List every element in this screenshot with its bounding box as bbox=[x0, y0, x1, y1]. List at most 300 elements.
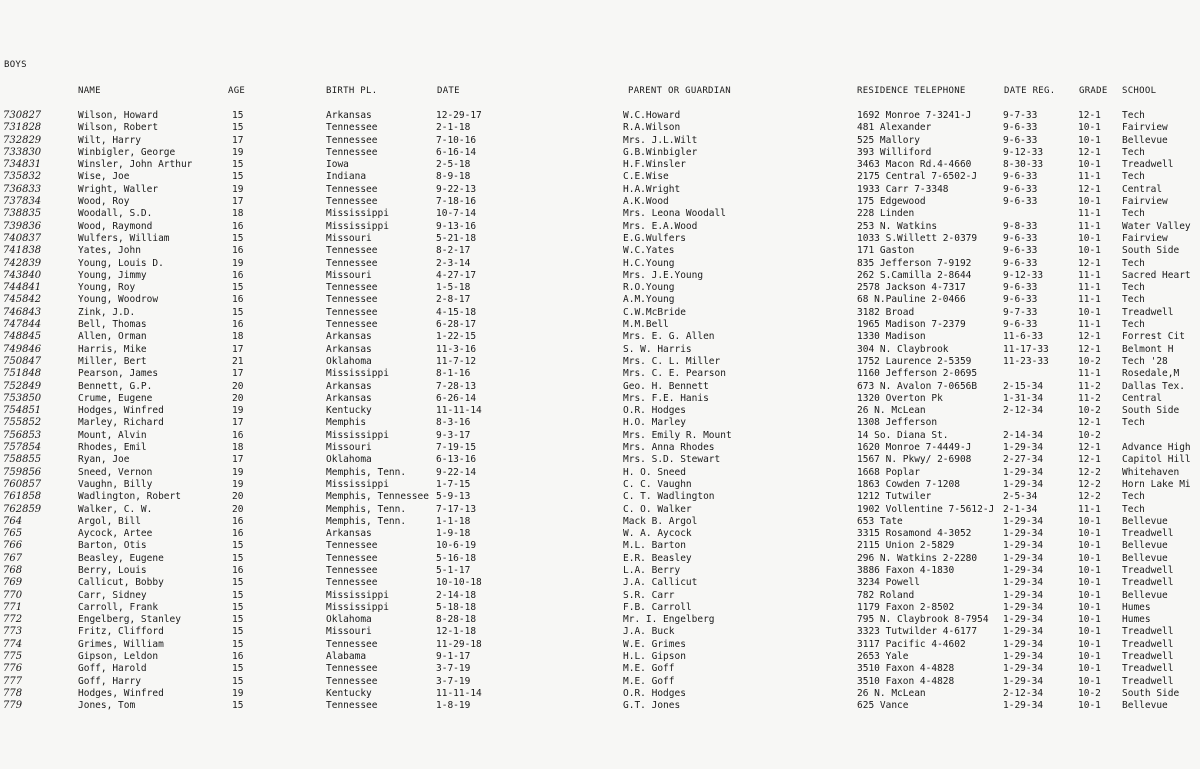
parent-guardian: S.R. Carr bbox=[623, 589, 675, 601]
student-age: 16 bbox=[232, 528, 244, 540]
parent-guardian: W.E. Grimes bbox=[623, 638, 686, 650]
parent-guardian: M.E. Goff bbox=[623, 675, 675, 687]
table-row bbox=[0, 393, 1200, 405]
birth-date: 2-1-18 bbox=[436, 122, 471, 134]
student-name: Winbigler, George bbox=[78, 146, 176, 158]
school: Treadwell bbox=[1122, 564, 1174, 576]
grade: 11-2 bbox=[1078, 380, 1101, 392]
school: Bellevue bbox=[1122, 515, 1168, 527]
student-name: Barton, Otis bbox=[78, 540, 147, 552]
student-age: 16 bbox=[232, 564, 244, 576]
school: Tech bbox=[1122, 208, 1145, 220]
record-id: 778 bbox=[3, 687, 23, 699]
student-age: 19 bbox=[232, 478, 244, 490]
table-row bbox=[0, 208, 1200, 220]
birth-place: Memphis, Tenn. bbox=[326, 515, 407, 527]
student-name: Miller, Bert bbox=[78, 355, 147, 367]
school: Treadwell bbox=[1122, 675, 1174, 687]
date-registered: 1-29-34 bbox=[1003, 540, 1044, 552]
parent-guardian: Mrs. F.E. Hanis bbox=[623, 392, 709, 404]
birth-place: Missouri bbox=[326, 269, 372, 281]
school: Tech bbox=[1122, 319, 1145, 331]
school: Treadwell bbox=[1122, 651, 1174, 663]
date-registered: 2-12-34 bbox=[1003, 687, 1044, 699]
parent-guardian: M.L. Barton bbox=[623, 540, 686, 552]
birth-date: 4-15-18 bbox=[436, 306, 477, 318]
residence-telephone: 3510 Faxon 4-4828 bbox=[857, 675, 955, 687]
school: Bellevue bbox=[1122, 134, 1168, 146]
birth-place: Tennessee bbox=[326, 183, 378, 195]
header-grade: GRADE bbox=[1079, 86, 1108, 96]
parent-guardian: C.E.Wise bbox=[623, 171, 669, 183]
table-row bbox=[0, 233, 1200, 245]
parent-guardian: C.W.McBride bbox=[623, 306, 686, 318]
birth-place: Tennessee bbox=[326, 134, 378, 146]
student-name: Young, Louis D. bbox=[78, 257, 164, 269]
record-id: 734831 bbox=[3, 159, 42, 171]
record-id: 739836 bbox=[3, 220, 42, 232]
birth-place: Tennessee bbox=[326, 577, 378, 589]
birth-place: Tennessee bbox=[326, 552, 378, 564]
birth-place: Arkansas bbox=[326, 528, 372, 540]
records-list bbox=[0, 110, 1200, 713]
birth-date: 7-18-16 bbox=[436, 196, 477, 208]
header-date: DATE bbox=[437, 86, 460, 96]
date-registered: 2-5-34 bbox=[1003, 491, 1038, 503]
table-row bbox=[0, 417, 1200, 429]
parent-guardian: G.T. Jones bbox=[623, 700, 681, 712]
student-age: 20 bbox=[232, 392, 244, 404]
student-name: Walker, C. W. bbox=[78, 503, 153, 515]
parent-guardian: W.C.Howard bbox=[623, 110, 681, 121]
date-registered: 9-12-33 bbox=[1003, 146, 1044, 158]
student-name: Goff, Harold bbox=[78, 663, 147, 675]
parent-guardian: C. O. Walker bbox=[623, 503, 692, 515]
student-name: Engelberg, Stanley bbox=[78, 614, 181, 626]
parent-guardian: J.A. Callicut bbox=[623, 577, 698, 589]
grade: 11-1 bbox=[1078, 208, 1101, 220]
school: Central bbox=[1122, 392, 1163, 404]
birth-date: 3-7-19 bbox=[436, 663, 471, 675]
school: Tech bbox=[1122, 282, 1145, 294]
student-name: Jones, Tom bbox=[78, 700, 136, 712]
residence-telephone: 1933 Carr 7-3348 bbox=[857, 183, 949, 195]
student-age: 16 bbox=[232, 294, 244, 306]
birth-place: Missouri bbox=[326, 626, 372, 638]
record-id: 768 bbox=[3, 564, 23, 576]
record-id: 753850 bbox=[3, 392, 42, 404]
grade: 12-2 bbox=[1078, 491, 1101, 503]
date-registered: 9-6-33 bbox=[1003, 257, 1038, 269]
date-registered: 1-29-34 bbox=[1003, 675, 1044, 687]
residence-telephone: 1212 Tutwiler bbox=[857, 491, 932, 503]
student-name: Bell, Thomas bbox=[78, 319, 147, 331]
record-id: 773 bbox=[3, 626, 23, 638]
parent-guardian: Mrs. E. G. Allen bbox=[623, 331, 715, 343]
school: Humes bbox=[1122, 614, 1151, 626]
grade: 10-2 bbox=[1078, 405, 1101, 417]
student-name: Hodges, Winfred bbox=[78, 687, 164, 699]
parent-guardian: H.A.Wright bbox=[623, 183, 681, 195]
date-registered: 1-29-34 bbox=[1003, 552, 1044, 564]
residence-telephone: 1320 Overton Pk bbox=[857, 392, 943, 404]
table-row bbox=[0, 442, 1200, 454]
date-registered: 1-29-34 bbox=[1003, 515, 1044, 527]
residence-telephone: 296 N. Watkins 2-2280 bbox=[857, 552, 978, 564]
header-name: NAME bbox=[78, 86, 101, 96]
date-registered: 9-6-33 bbox=[1003, 282, 1038, 294]
date-registered: 11-6-33 bbox=[1003, 331, 1044, 343]
grade: 10-1 bbox=[1078, 614, 1101, 626]
grade: 10-1 bbox=[1078, 159, 1101, 171]
residence-telephone: 795 N. Claybrook 8-7954 bbox=[857, 614, 989, 626]
birth-place: Kentucky bbox=[326, 405, 372, 417]
birth-date: 9-13-16 bbox=[436, 220, 477, 232]
birth-place: Iowa bbox=[326, 159, 349, 171]
school: Tech bbox=[1122, 146, 1145, 158]
birth-date: 1-7-15 bbox=[436, 478, 471, 490]
student-age: 17 bbox=[232, 343, 244, 355]
date-registered: 1-29-34 bbox=[1003, 700, 1044, 712]
school: Tech bbox=[1122, 503, 1145, 515]
record-id: 744841 bbox=[3, 282, 42, 294]
birth-date: 4-27-17 bbox=[436, 269, 477, 281]
birth-date: 1-5-18 bbox=[436, 282, 471, 294]
table-row bbox=[0, 430, 1200, 442]
parent-guardian: H.F.Winsler bbox=[623, 159, 686, 171]
birth-place: Kentucky bbox=[326, 687, 372, 699]
student-name: Fritz, Clifford bbox=[78, 626, 164, 638]
student-name: Goff, Harry bbox=[78, 675, 141, 687]
date-registered: 11-17-33 bbox=[1003, 343, 1049, 355]
record-id: 749846 bbox=[3, 343, 42, 355]
student-age: 21 bbox=[232, 355, 244, 367]
school: Tech bbox=[1122, 294, 1145, 306]
record-id: 730827 bbox=[3, 110, 42, 121]
residence-telephone: 2578 Jackson 4-7317 bbox=[857, 282, 966, 294]
date-registered: 1-29-34 bbox=[1003, 466, 1044, 478]
table-row bbox=[0, 368, 1200, 380]
student-age: 16 bbox=[232, 220, 244, 232]
student-name: Wood, Raymond bbox=[78, 220, 153, 232]
table-row bbox=[0, 331, 1200, 343]
record-id: 767 bbox=[3, 552, 23, 564]
table-row bbox=[0, 171, 1200, 183]
school: Treadwell bbox=[1122, 528, 1174, 540]
grade: 12-1 bbox=[1078, 331, 1101, 343]
birth-date: 7-28-13 bbox=[436, 380, 477, 392]
birth-date: 11-7-12 bbox=[436, 355, 477, 367]
residence-telephone: 481 Alexander bbox=[857, 122, 932, 134]
school: Forrest Cit bbox=[1122, 331, 1185, 343]
birth-date: 11-11-14 bbox=[436, 687, 482, 699]
birth-place: Tennessee bbox=[326, 663, 378, 675]
birth-date: 1-9-18 bbox=[436, 528, 471, 540]
grade: 10-1 bbox=[1078, 663, 1101, 675]
school: Fairview bbox=[1122, 196, 1168, 208]
record-id: 776 bbox=[3, 663, 23, 675]
birth-date: 11-29-18 bbox=[436, 638, 482, 650]
table-row bbox=[0, 245, 1200, 257]
student-age: 15 bbox=[232, 675, 244, 687]
residence-telephone: 1752 Laurence 2-5359 bbox=[857, 355, 972, 367]
residence-telephone: 1160 Jefferson 2-0695 bbox=[857, 368, 978, 380]
grade: 10-1 bbox=[1078, 306, 1101, 318]
student-age: 20 bbox=[232, 491, 244, 503]
grade: 10-1 bbox=[1078, 626, 1101, 638]
parent-guardian: G.B.Winbigler bbox=[623, 146, 698, 158]
birth-date: 6-13-16 bbox=[436, 454, 477, 466]
residence-telephone: 835 Jefferson 7-9192 bbox=[857, 257, 972, 269]
residence-telephone: 304 N. Claybrook bbox=[857, 343, 949, 355]
student-age: 15 bbox=[232, 614, 244, 626]
parent-guardian: H. O. Sneed bbox=[623, 466, 686, 478]
date-registered: 2-15-34 bbox=[1003, 380, 1044, 392]
record-id: 732829 bbox=[3, 134, 42, 146]
record-id: 759856 bbox=[3, 466, 42, 478]
table-row bbox=[0, 454, 1200, 466]
date-registered: 2-27-34 bbox=[1003, 454, 1044, 466]
student-age: 19 bbox=[232, 146, 244, 158]
table-row bbox=[0, 122, 1200, 134]
grade: 12-1 bbox=[1078, 257, 1101, 269]
date-registered: 1-29-34 bbox=[1003, 528, 1044, 540]
parent-guardian: L.A. Berry bbox=[623, 564, 681, 576]
record-id: 752849 bbox=[3, 380, 42, 392]
birth-date: 9-3-17 bbox=[436, 429, 471, 441]
date-registered: 9-6-33 bbox=[1003, 232, 1038, 244]
table-row bbox=[0, 553, 1200, 565]
school: Dallas Tex. bbox=[1122, 380, 1185, 392]
record-id: 766 bbox=[3, 540, 23, 552]
date-registered: 9-6-33 bbox=[1003, 122, 1038, 134]
birth-date: 12-1-18 bbox=[436, 626, 477, 638]
school: South Side bbox=[1122, 687, 1180, 699]
table-row bbox=[0, 479, 1200, 491]
residence-telephone: 1308 Jefferson bbox=[857, 417, 938, 429]
student-age: 16 bbox=[232, 515, 244, 527]
student-name: Yates, John bbox=[78, 245, 141, 257]
birth-date: 3-7-19 bbox=[436, 675, 471, 687]
birth-place: Missouri bbox=[326, 442, 372, 454]
grade: 10-1 bbox=[1078, 528, 1101, 540]
birth-place: Mississippi bbox=[326, 601, 389, 613]
record-id: 774 bbox=[3, 638, 23, 650]
record-id: 745842 bbox=[3, 294, 42, 306]
parent-guardian: Mrs. E.A.Wood bbox=[623, 220, 698, 232]
record-id: 756853 bbox=[3, 429, 42, 441]
birth-date: 9-22-13 bbox=[436, 183, 477, 195]
residence-telephone: 3182 Broad bbox=[857, 306, 915, 318]
grade: 10-1 bbox=[1078, 601, 1101, 613]
residence-telephone: 2175 Central 7-6502-J bbox=[857, 171, 978, 183]
header-birth-place: BIRTH PL. bbox=[326, 86, 378, 96]
birth-place: Oklahoma bbox=[326, 355, 372, 367]
school: Treadwell bbox=[1122, 306, 1174, 318]
birth-place: Tennessee bbox=[326, 638, 378, 650]
parent-guardian: Mr. I. Engelberg bbox=[623, 614, 715, 626]
school: Treadwell bbox=[1122, 577, 1174, 589]
birth-date: 1-8-19 bbox=[436, 700, 471, 712]
record-id: 740837 bbox=[3, 232, 42, 244]
table-row bbox=[0, 381, 1200, 393]
table-row bbox=[0, 602, 1200, 614]
record-id: 737834 bbox=[3, 196, 42, 208]
table-row bbox=[0, 577, 1200, 589]
parent-guardian: Mrs. S.D. Stewart bbox=[623, 454, 721, 466]
student-age: 15 bbox=[232, 171, 244, 183]
student-name: Wadlington, Robert bbox=[78, 491, 181, 503]
student-age: 19 bbox=[232, 687, 244, 699]
school: Tech bbox=[1122, 171, 1145, 183]
birth-place: Tennessee bbox=[326, 294, 378, 306]
grade: 10-1 bbox=[1078, 245, 1101, 257]
record-id: 761858 bbox=[3, 491, 42, 503]
table-row bbox=[0, 405, 1200, 417]
residence-telephone: 3117 Pacific 4-4602 bbox=[857, 638, 966, 650]
record-id: 758855 bbox=[3, 454, 42, 466]
birth-date: 2-14-18 bbox=[436, 589, 477, 601]
student-name: Young, Woodrow bbox=[78, 294, 159, 306]
student-age: 16 bbox=[232, 651, 244, 663]
residence-telephone: 1668 Poplar bbox=[857, 466, 920, 478]
school: Bellevue bbox=[1122, 552, 1168, 564]
table-row bbox=[0, 196, 1200, 208]
school: Bellevue bbox=[1122, 540, 1168, 552]
student-age: 15 bbox=[232, 601, 244, 613]
table-row bbox=[0, 307, 1200, 319]
record-id: 777 bbox=[3, 675, 23, 687]
birth-place: Arkansas bbox=[326, 331, 372, 343]
record-id: 751848 bbox=[3, 368, 42, 380]
school: Tech bbox=[1122, 417, 1145, 429]
parent-guardian: Mrs. J.E.Young bbox=[623, 269, 704, 281]
student-name: Grimes, William bbox=[78, 638, 164, 650]
school: Treadwell bbox=[1122, 626, 1174, 638]
record-id: 731828 bbox=[3, 122, 42, 134]
student-age: 15 bbox=[232, 232, 244, 244]
student-name: Sneed, Vernon bbox=[78, 466, 153, 478]
parent-guardian: S. W. Harris bbox=[623, 343, 692, 355]
student-name: Wilson, Howard bbox=[78, 110, 159, 121]
birth-place: Indiana bbox=[326, 171, 367, 183]
residence-telephone: 26 N. McLean bbox=[857, 687, 926, 699]
residence-telephone: 1033 S.Willett 2-0379 bbox=[857, 232, 978, 244]
birth-place: Tennessee bbox=[326, 540, 378, 552]
parent-guardian: Mack B. Argol bbox=[623, 515, 698, 527]
residence-telephone: 393 Williford bbox=[857, 146, 932, 158]
birth-date: 5-21-18 bbox=[436, 232, 477, 244]
table-row bbox=[0, 614, 1200, 626]
birth-date: 8-28-18 bbox=[436, 614, 477, 626]
student-age: 17 bbox=[232, 454, 244, 466]
student-age: 19 bbox=[232, 257, 244, 269]
birth-date: 5-1-17 bbox=[436, 564, 471, 576]
student-name: Marley, Richard bbox=[78, 417, 164, 429]
date-registered: 1-29-34 bbox=[1003, 638, 1044, 650]
record-id: 772 bbox=[3, 614, 23, 626]
parent-guardian: R.O.Young bbox=[623, 282, 675, 294]
date-registered: 8-30-33 bbox=[1003, 159, 1044, 171]
student-name: Wulfers, William bbox=[78, 232, 170, 244]
student-age: 15 bbox=[232, 306, 244, 318]
residence-telephone: 2653 Yale bbox=[857, 651, 909, 663]
birth-date: 8-1-16 bbox=[436, 368, 471, 380]
student-age: 18 bbox=[232, 331, 244, 343]
birth-place: Tennessee bbox=[326, 319, 378, 331]
student-name: Harris, Mike bbox=[78, 343, 147, 355]
student-name: Wood, Roy bbox=[78, 196, 130, 208]
grade: 10-1 bbox=[1078, 577, 1101, 589]
record-id: 770 bbox=[3, 589, 23, 601]
birth-place: Tennessee bbox=[326, 122, 378, 134]
record-id: 735832 bbox=[3, 171, 42, 183]
birth-date: 1-22-15 bbox=[436, 331, 477, 343]
birth-date: 6-26-14 bbox=[436, 392, 477, 404]
student-age: 15 bbox=[232, 638, 244, 650]
grade: 10-1 bbox=[1078, 638, 1101, 650]
student-age: 15 bbox=[232, 626, 244, 638]
date-registered: 2-1-34 bbox=[1003, 503, 1038, 515]
parent-guardian: H.L. Gipson bbox=[623, 651, 686, 663]
residence-telephone: 1863 Cowden 7-1208 bbox=[857, 478, 960, 490]
residence-telephone: 1902 Vollentine 7-5612-J bbox=[857, 503, 995, 515]
grade: 12-1 bbox=[1078, 442, 1101, 454]
header-residence: RESIDENCE TELEPHONE bbox=[857, 86, 966, 96]
student-name: Wright, Waller bbox=[78, 183, 159, 195]
residence-telephone: 171 Gaston bbox=[857, 245, 915, 257]
residence-telephone: 625 Vance bbox=[857, 700, 909, 712]
student-name: Rhodes, Emil bbox=[78, 442, 147, 454]
header-age: AGE bbox=[228, 86, 246, 96]
table-row bbox=[0, 184, 1200, 196]
birth-date: 7-17-13 bbox=[436, 503, 477, 515]
residence-telephone: 26 N. McLean bbox=[857, 405, 926, 417]
student-name: Carroll, Frank bbox=[78, 601, 159, 613]
grade: 10-1 bbox=[1078, 540, 1101, 552]
grade: 10-1 bbox=[1078, 134, 1101, 146]
student-age: 15 bbox=[232, 700, 244, 712]
residence-telephone: 782 Roland bbox=[857, 589, 915, 601]
record-id: 762859 bbox=[3, 503, 42, 515]
table-row bbox=[0, 110, 1200, 122]
grade: 12-1 bbox=[1078, 454, 1101, 466]
student-name: Bennett, G.P. bbox=[78, 380, 153, 392]
student-age: 15 bbox=[232, 552, 244, 564]
date-registered: 11-23-33 bbox=[1003, 355, 1049, 367]
birth-date: 2-3-14 bbox=[436, 257, 471, 269]
date-registered: 9-6-33 bbox=[1003, 183, 1038, 195]
birth-date: 12-29-17 bbox=[436, 110, 482, 121]
record-id: 733830 bbox=[3, 146, 42, 158]
school: Whitehaven bbox=[1122, 466, 1180, 478]
student-age: 16 bbox=[232, 269, 244, 281]
residence-telephone: 1330 Madison bbox=[857, 331, 926, 343]
student-age: 17 bbox=[232, 196, 244, 208]
student-name: Carr, Sidney bbox=[78, 589, 147, 601]
student-age: 15 bbox=[232, 577, 244, 589]
header-school: SCHOOL bbox=[1122, 86, 1157, 96]
grade: 10-2 bbox=[1078, 429, 1101, 441]
student-name: Vaughn, Billy bbox=[78, 478, 153, 490]
parent-guardian: W. A. Aycock bbox=[623, 528, 692, 540]
record-id: 754851 bbox=[3, 405, 42, 417]
date-registered: 9-7-33 bbox=[1003, 306, 1038, 318]
school: South Side bbox=[1122, 405, 1180, 417]
birth-date: 6-28-17 bbox=[436, 319, 477, 331]
birth-place: Tennessee bbox=[326, 700, 378, 712]
residence-telephone: 175 Edgewood bbox=[857, 196, 926, 208]
